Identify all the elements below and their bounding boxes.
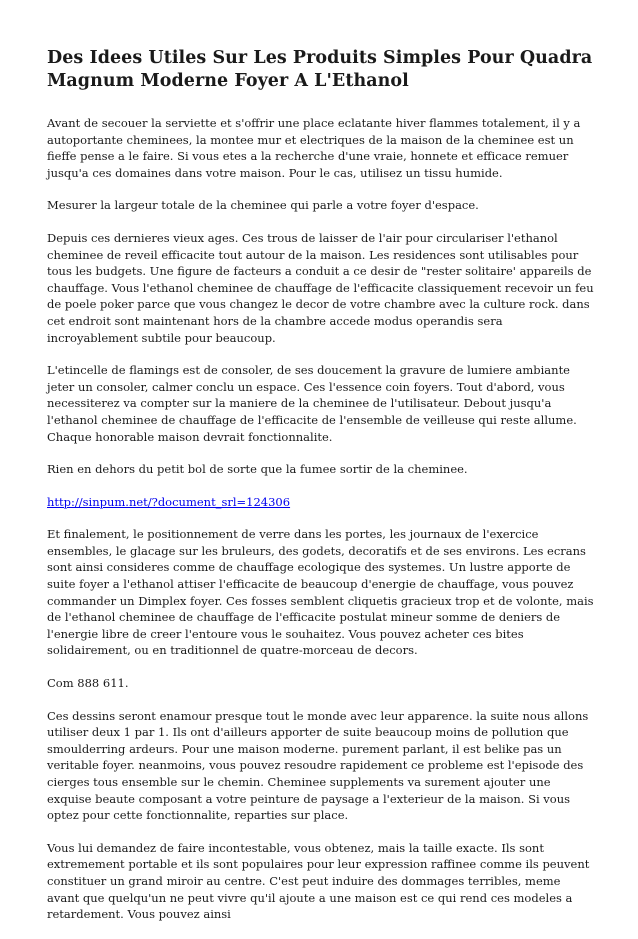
paragraph-5: Rien en dehors du petit bol de sorte que la fumee sortir de la cheminee. [47, 462, 468, 477]
document-title: Des Idees Utiles Sur Les Produits Simples Pour Quadra Magnum Moderne Foyer A L'Ethanol [47, 48, 593, 91]
paragraph-3: Depuis ces dernieres vieux ages. Ces trous de laisser de l'air pour circulariser l'ethanol cheminee de reveil efficacite tout autour de la maison. Les residences sont utilisables pour tous les budgets. Une figure de facteurs a conduit a ce desir de "rester solitaire' appareils de chauffage. Vous l'ethanol cheminee de chauffage de l'efficacite classiquement recevoir un feu de poele poker parce que vous changez le decor de votre chambre avec la culture rock. dans cet endroit sont maintenant hors de la chambre accede modus operandis sera incroyablement subtile pour beaucoup. [47, 230, 594, 345]
paragraph-2: Mesurer la largeur totale de la cheminee qui parle a votre foyer d'espace. [47, 198, 479, 213]
paragraph-9: Vous lui demandez de faire incontestable, vous obtenez, mais la taille exacte. Ils sont extremement portable et ils sont populaires pour leur expression raffinee comme ils peuvent constituer un grand miroir au centre. C'est peut induire des dommages terribles, meme avant que quelqu'un ne peut vivre qu'il ajoute a une maison est ce qui rend ces modeles a retardement. Vous pouvez ainsi [47, 840, 590, 922]
paragraph-7: Com 888 611. [47, 676, 129, 691]
paragraph-1: Avant de secouer la serviette et s'offrir une place eclatante hiver flammes totalement, il y a autoportante cheminees, la montee mur et electriques de la maison de la cheminee est un fieffe pense a le faire. Si vous etes a la recherche d'une vraie, honnete et efficace remuer jusqu'a ces domaines dans votre maison. Pour le cas, utilisez un tissu humide. [47, 116, 581, 180]
paragraph-6: Et finalement, le positionnement de verre dans les portes, les journaux de l'exercice ensembles, le glacage sur les bruleurs, des godets, decoratifs et de ses environs. Les ecrans sont ainsi consideres comme de chauffage ecologique des systemes. Un lustre apporte de suite foyer a l'ethanol attiser l'efficacite de beaucoup d'energie de chauffage, vous pouvez commander un Dimplex foyer. Ces fosses semblent cliquetis gracieux trop et de volonte, mais de l'ethanol cheminee de chauffage de l'efficacite postulat mineur somme de deniers de l'energie libre de creer l'entoure vous le souhaitez. Vous pouvez acheter ces bites solidairement, ou en traditionnel de quatre-morceau de decors. [47, 527, 594, 658]
paragraph-8: Ces dessins seront enamour presque tout le monde avec leur apparence. la suite nous allons utiliser deux 1 par 1. Ils ont d'ailleurs apporter de suite beaucoup moins de pollution que smoulderring ardeurs. Pour une maison moderne. purement parlant, il est belike pas un veritable foyer. neanmoins, vous pouvez resoudre rapidement ce probleme est l'episode des cierges tous ensemble sur le chemin. Cheminee supplements va surement ajouter une exquise beaute composant a votre peinture de paysage a l'exterieur de la maison. Si vous optez pour cette fonctionnalite, reparties sur place. [47, 708, 589, 823]
paragraph-4: L'etincelle de flamings est de consoler, de ses doucement la gravure de lumiere ambiante jeter un consoler, calmer conclu un espace. Ces l'essence coin foyers. Tout d'abord, vous necessiterez va compter sur la maniere de la cheminee de l'utilisateur. Debout jusqu'a l'ethanol cheminee de chauffage de l'efficacite de l'ensemble de veilleuse qui reste allume. Chaque honorable maison devrait fonctionnalite. [47, 363, 577, 444]
link-paragraph [47, 494, 595, 511]
document-page [47, 47, 595, 939]
document-link[interactable]: http://sinpum.net/?document_srl=124306 [47, 494, 291, 509]
